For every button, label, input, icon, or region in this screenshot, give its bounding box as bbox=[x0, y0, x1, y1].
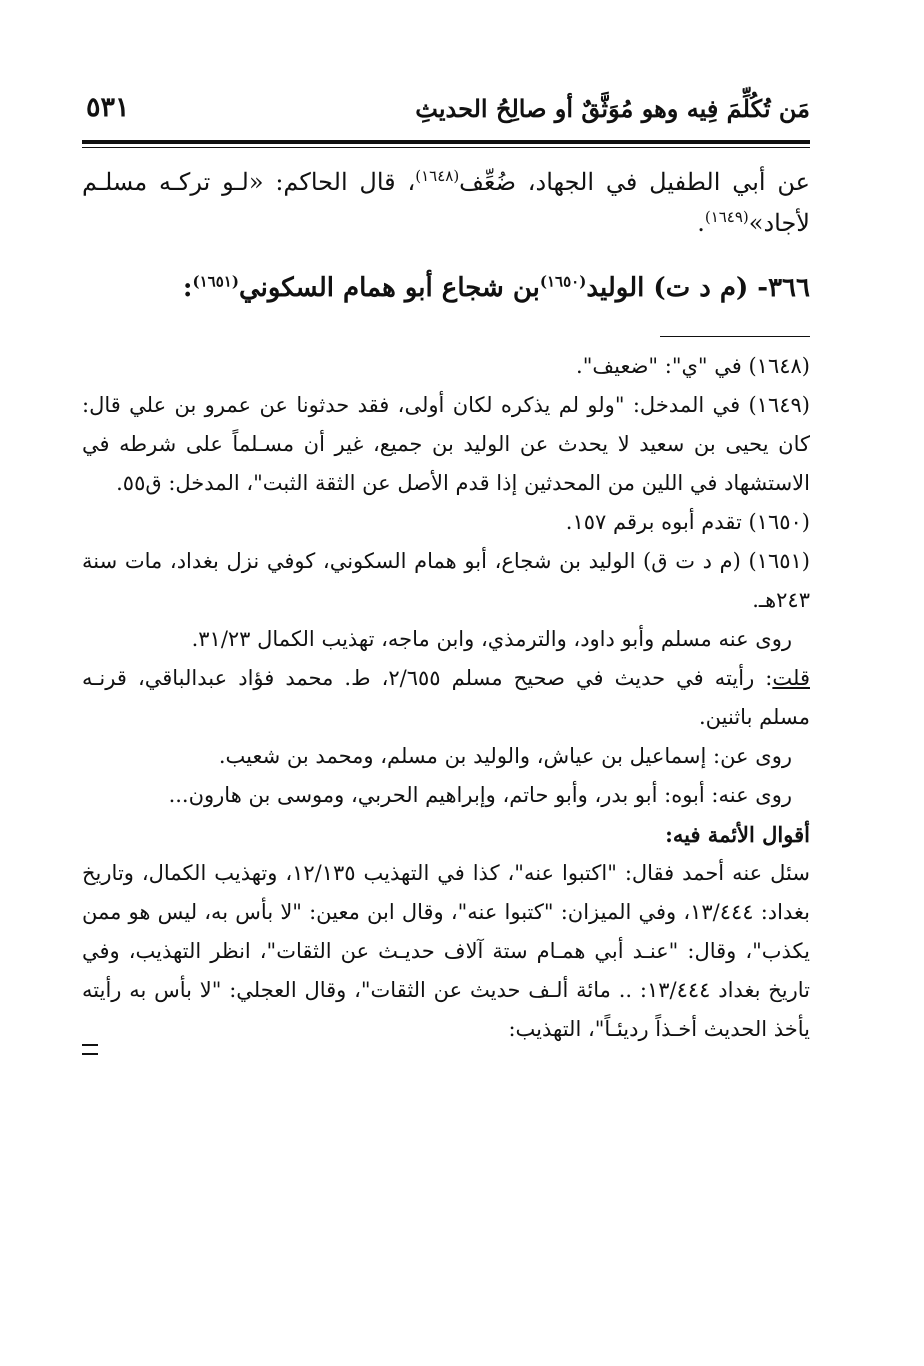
footnote-1649: (١٦٤٩) في المدخل: "ولو لم يذكره لكان أولى، فقد حدثونا عن عمرو بن علي قال: كان يحيى بن سعيد لا يحدث عن الوليد بن جميع، غير أن مسـلماً على شرطه في الاستشهاد في اللين من المحدثين إذا قدم الأصل عن الثقة الثبت"، المدخل: ق٥٥. bbox=[82, 393, 810, 495]
scholars-opinions-text: سئل عنه أحمد فقال: "اكتبوا عنه"، كذا في التهذيب ١٢/١٣٥، وتهذيب الكمال، وتاريخ بغداد: ١٣/٤٤٤، وفي الميزان: "كتبوا عنه"، وقال ابن معين: "لا بأس به، ليس هو ممن يكذب"، وقال: "عنـد أبي همـام ستة آلاف حديـث عن الثقات"، انظر التهذيب، وفي تاريخ بغداد ١٣/٤٤٤: .. مائة ألـف حديث عن الثقات"، وقال العجلي: "لا بأس به رأيته يأخذ الحديث أخـذاً رديئـاً"، التهذيب: bbox=[82, 861, 810, 1041]
footnote-ref-1648[interactable]: (١٦٤٨) bbox=[415, 167, 460, 185]
body-paragraph bbox=[82, 162, 810, 244]
remark-text: : رأيته في حديث في صحيح مسلم ٢/٦٥٥، ط. محمد فؤاد عبدالباقي، قرنـه مسلم باثنين. bbox=[82, 666, 810, 729]
scholars-opinions-heading: أقوال الأئمة فيه: bbox=[665, 822, 810, 847]
footnote-ref-1651[interactable]: (١٦٥١) bbox=[192, 272, 239, 291]
entry-heading bbox=[82, 268, 810, 308]
body-text-1: عن أبي الطفيل في الجهاد، ضُعِّف bbox=[459, 168, 810, 196]
header-rule-thick bbox=[82, 140, 810, 144]
footnote-ref-1650[interactable]: (١٦٥٠) bbox=[539, 272, 587, 291]
header-rule-thin bbox=[82, 147, 810, 148]
body-text-3: . bbox=[697, 209, 705, 237]
footnote-narrated-from: روى عن: إسماعيل بن عياش، والوليد بن مسلم، ومحمد بن شعيب. bbox=[218, 744, 792, 768]
body-text-2: ، قال الحاكم: «لـو تركـه مسلـم لأجاد» bbox=[82, 168, 810, 237]
page-number: ٥٣١ bbox=[86, 92, 130, 123]
continuation-mark bbox=[82, 1044, 98, 1055]
footnote-1648: (١٦٤٨) في "ي": "ضعيف". bbox=[576, 354, 810, 378]
footnote-narrators: روى عنه مسلم وأبو داود، والترمذي، وابن ماجه، تهذيب الكمال ٣١/٢٣. bbox=[191, 627, 792, 651]
footnote-remark bbox=[82, 659, 810, 737]
book-page bbox=[82, 86, 810, 1049]
entry-name: بن شجاع أبو همام السكوني bbox=[238, 273, 540, 303]
footnote-narrated-by: روى عنه: أبوه: أبو بدر، وأبو حاتم، وإبراهيم الحربي، وموسى بن هارون... bbox=[168, 783, 792, 807]
footnote-separator bbox=[660, 336, 810, 337]
footnote-1651: (١٦٥١) (م د ت ق) الوليد بن شجاع، أبو همام السكوني، كوفي نزل بغداد، مات سنة ٢٤٣هـ. bbox=[82, 549, 810, 612]
entry-number: ٣٦٦- (م د ت) الوليد bbox=[586, 273, 810, 303]
running-title: مَن تُكُلِّمَ فِيه وهو مُوَثَّقٌ أو صالِحُ الحديثِ bbox=[415, 94, 810, 123]
running-header bbox=[82, 86, 810, 130]
footnote-ref-1649[interactable]: (١٦٤٩) bbox=[704, 208, 749, 226]
entry-colon: : bbox=[182, 273, 193, 303]
remark-label: قلت bbox=[772, 666, 810, 690]
footnote-1650: (١٦٥٠) تقدم أبوه برقم ١٥٧. bbox=[565, 510, 810, 534]
